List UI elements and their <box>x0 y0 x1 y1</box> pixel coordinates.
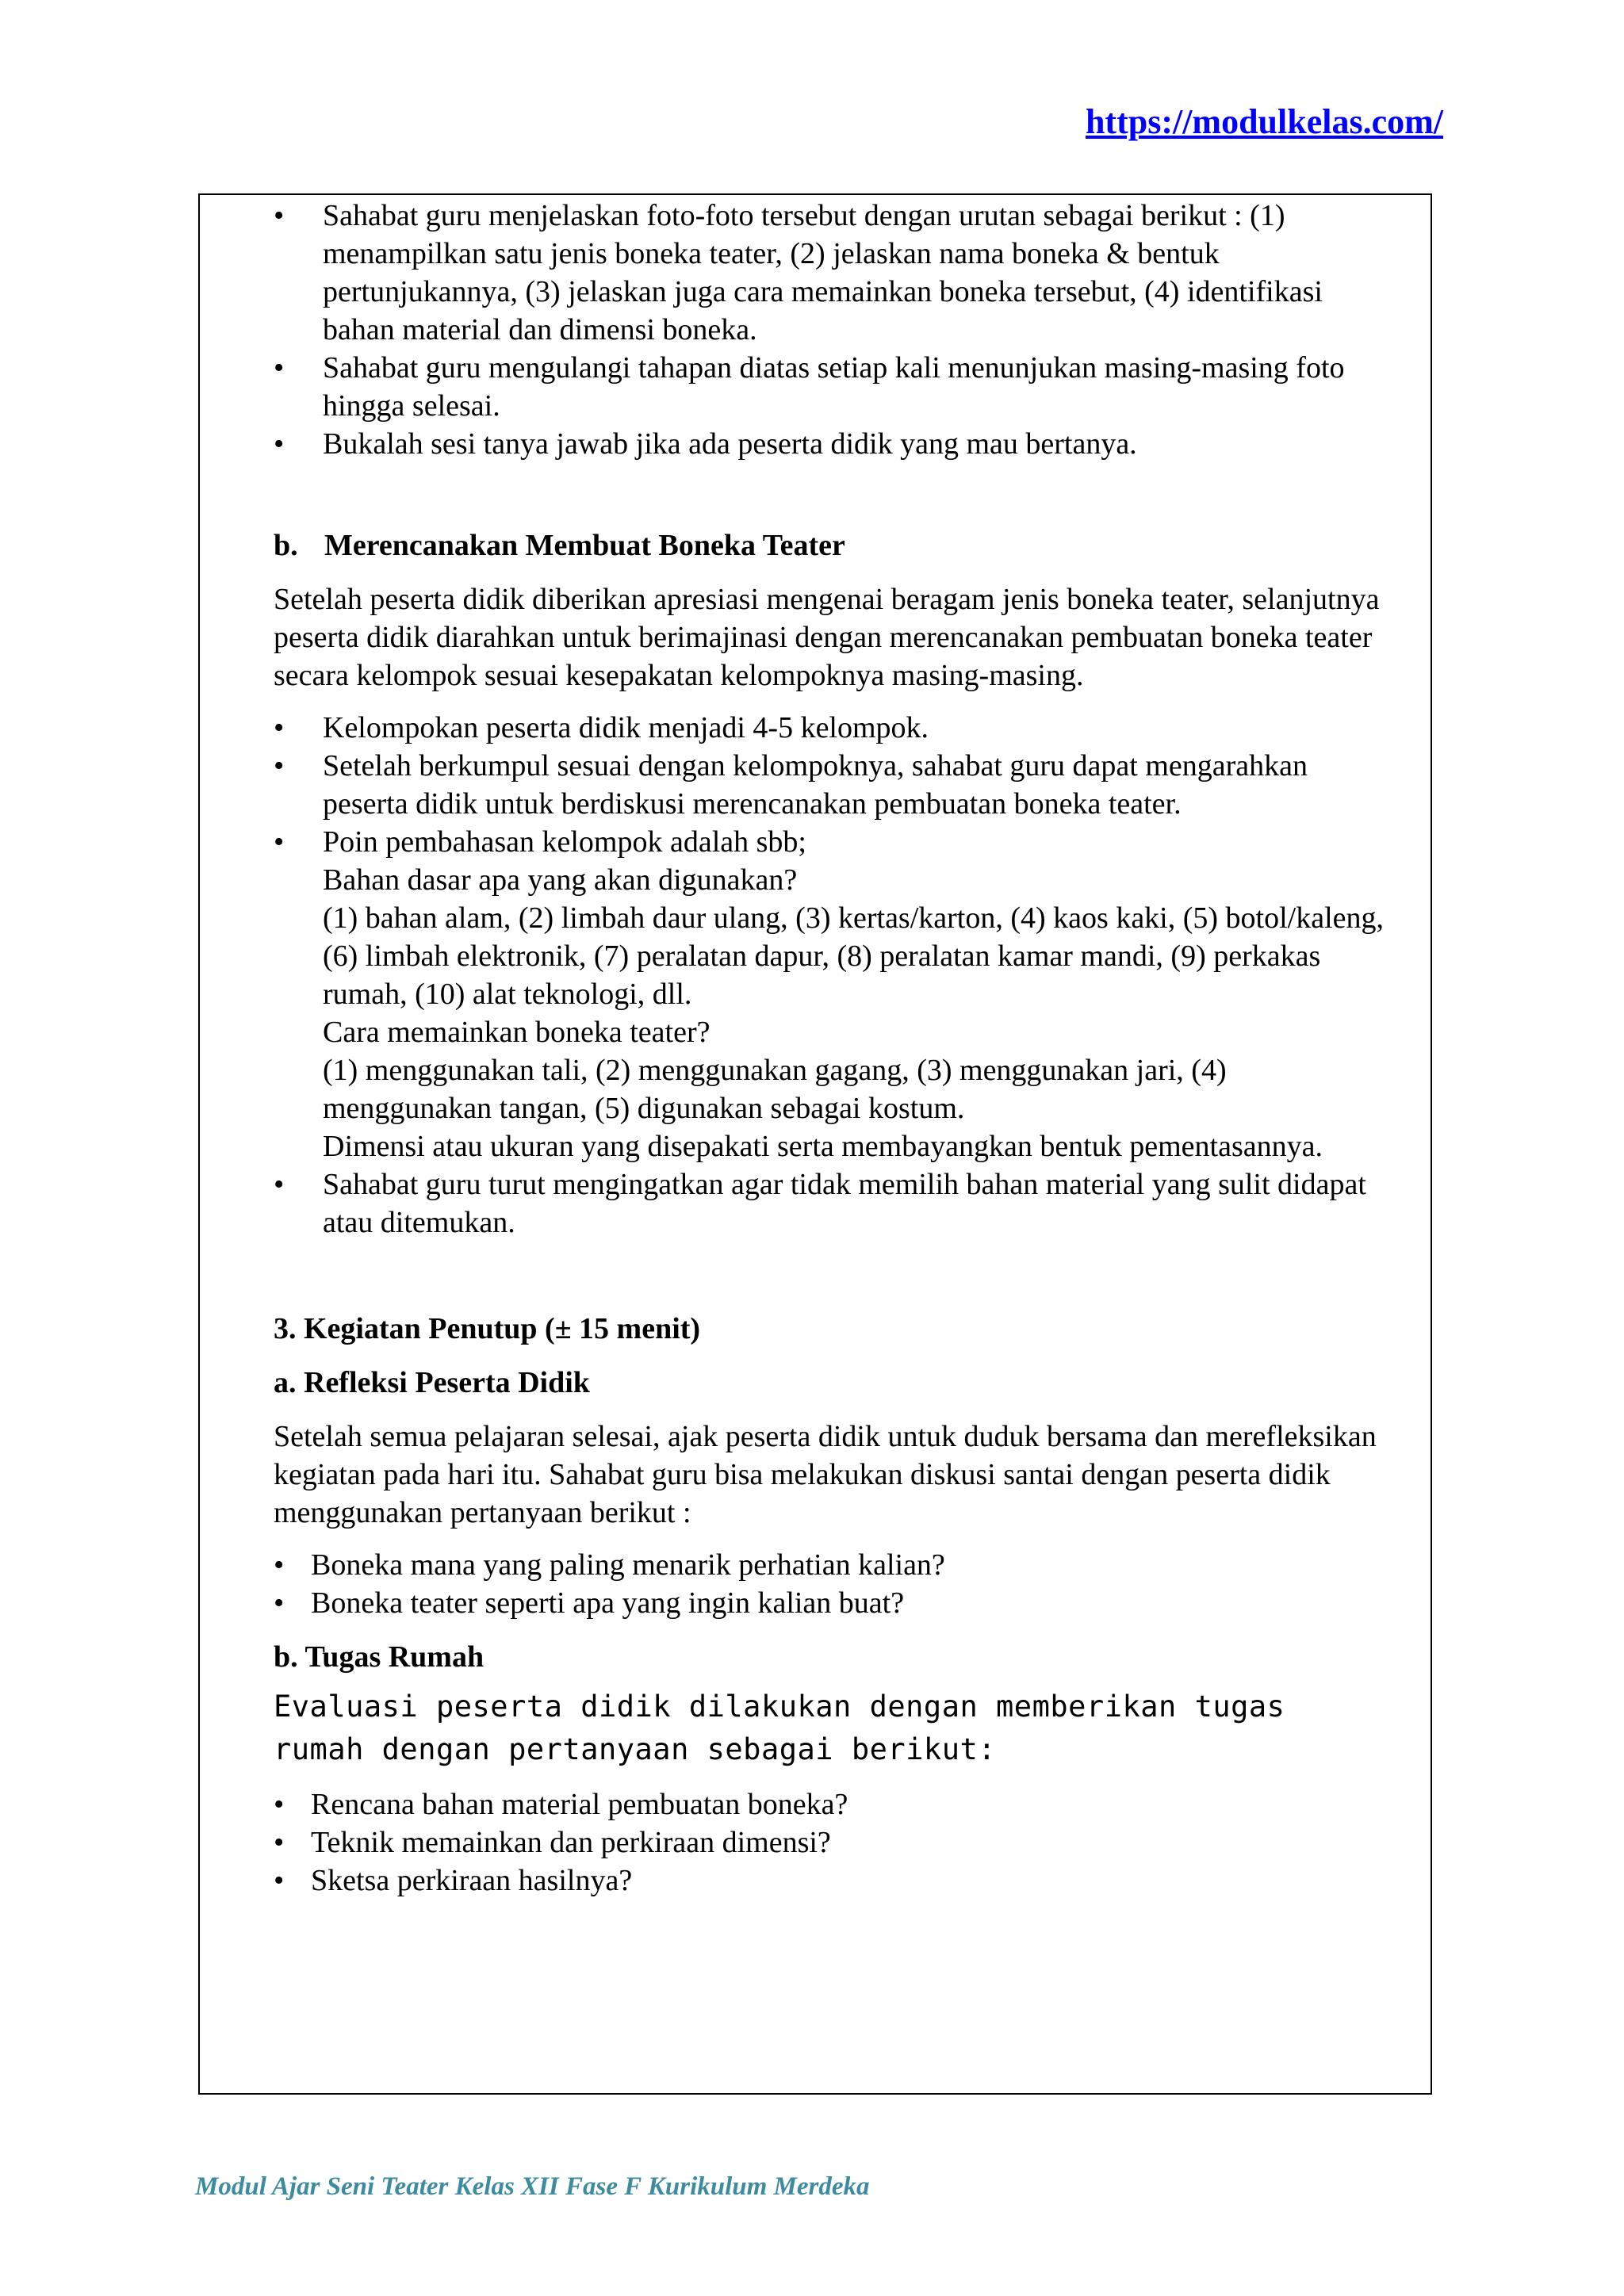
list-item: • Boneka mana yang paling menarik perhatian kalian? <box>274 1546 1384 1584</box>
list-item: • Setelah berkumpul sesuai dengan kelompoknya, sahabat guru dapat mengarahkan peserta didik untuk berdiskusi merencanakan pembuatan boneka teater. <box>274 747 1384 823</box>
page-content <box>274 197 1384 1900</box>
section-b-heading <box>274 526 1384 564</box>
list-item: • Bukalah sesi tanya jawab jika ada peserta didik yang mau bertanya. <box>274 425 1384 463</box>
section-3-heading: 3. Kegiatan Penutup (± 15 menit) <box>274 1312 701 1345</box>
refleksi-bullet-list <box>274 1546 1384 1622</box>
refleksi-heading: a. Refleksi Peserta Didik <box>274 1366 590 1399</box>
section-b-title: Merencanakan Membuat Boneka Teater <box>324 529 845 562</box>
poin-answer-2: (1) menggunakan tali, (2) menggunakan gagang, (3) menggunakan jari, (4) menggunakan tangan, (5) digunakan sebagai kostum. <box>323 1054 1227 1125</box>
section-b-paragraph: Setelah peserta didik diberikan apresiasi mengenai beragam jenis boneka teater, selanjutnya peserta didik diarahkan untuk berimajinasi dengan merencanakan pembuatan boneka teater secara kelompok sesuai kesepakatan kelompoknya masing-masing. <box>274 583 1380 692</box>
header-link[interactable]: https://modulkelas.com/ <box>1085 102 1443 141</box>
section-b-bullet-list <box>274 709 1384 1242</box>
list-item: • Sketsa perkiraan hasilnya? <box>274 1862 1384 1900</box>
list-item: • Teknik memainkan dan perkiraan dimensi? <box>274 1823 1384 1862</box>
poin-question-2: Cara memainkan boneka teater? <box>323 1016 710 1049</box>
refleksi-paragraph: Setelah semua pelajaran selesai, ajak peserta didik untuk duduk bersama dan merefleksikan kegiatan pada hari itu. Sahabat guru bisa melakukan diskusi santai dengan peserta didik menggunakan pertanyaan berikut : <box>274 1420 1377 1529</box>
poin-question-1: Bahan dasar apa yang akan digunakan? <box>323 863 798 897</box>
tugas-rumah-heading: b. Tugas Rumah <box>274 1640 485 1674</box>
poin-answer-1: (1) bahan alam, (2) limbah daur ulang, (3) kertas/karton, (4) kaos kaki, (5) botol/kaleng, (6) limbah elektronik, (7) peralatan dapur, (8) peralatan kamar mandi, (9) perkakas rumah, (10) alat teknologi, dll. <box>323 901 1385 1011</box>
list-item: • Kelompokan peserta didik menjadi 4-5 kelompok. <box>274 709 1384 747</box>
tugas-rumah-bullet-list <box>274 1785 1384 1900</box>
top-bullet-list <box>274 197 1384 463</box>
list-item-poin <box>274 823 1384 1165</box>
poin-intro: • Poin pembahasan kelompok adalah sbb; <box>323 825 806 859</box>
list-item: • Sahabat guru mengulangi tahapan diatas setiap kali menunjukan masing-masing foto hingga selesai. <box>274 349 1384 425</box>
footer-text: Modul Ajar Seni Teater Kelas XII Fase F Kurikulum Merdeka <box>195 2172 870 2201</box>
poin-question-3: Dimensi atau ukuran yang disepakati serta membayangkan bentuk pementasannya. <box>323 1130 1323 1163</box>
list-item: • Sahabat guru turut mengingatkan agar tidak memilih bahan material yang sulit didapat atau ditemukan. <box>274 1165 1384 1242</box>
tugas-rumah-paragraph: Evaluasi peserta didik dilakukan dengan memberikan tugas rumah dengan pertanyaan sebagai berikut: <box>274 1689 1285 1766</box>
section-b-marker: b. <box>274 529 298 562</box>
list-item: • Rencana bahan material pembuatan boneka? <box>274 1785 1384 1823</box>
list-item: • Sahabat guru menjelaskan foto-foto tersebut dengan urutan sebagai berikut : (1) menampilkan satu jenis boneka teater, (2) jelaskan nama boneka & bentuk pertunjukannya, (3) jelaskan juga cara memainkan boneka tersebut, (4) identifikasi bahan material dan dimensi boneka. <box>274 197 1384 349</box>
list-item: • Boneka teater seperti apa yang ingin kalian buat? <box>274 1584 1384 1622</box>
